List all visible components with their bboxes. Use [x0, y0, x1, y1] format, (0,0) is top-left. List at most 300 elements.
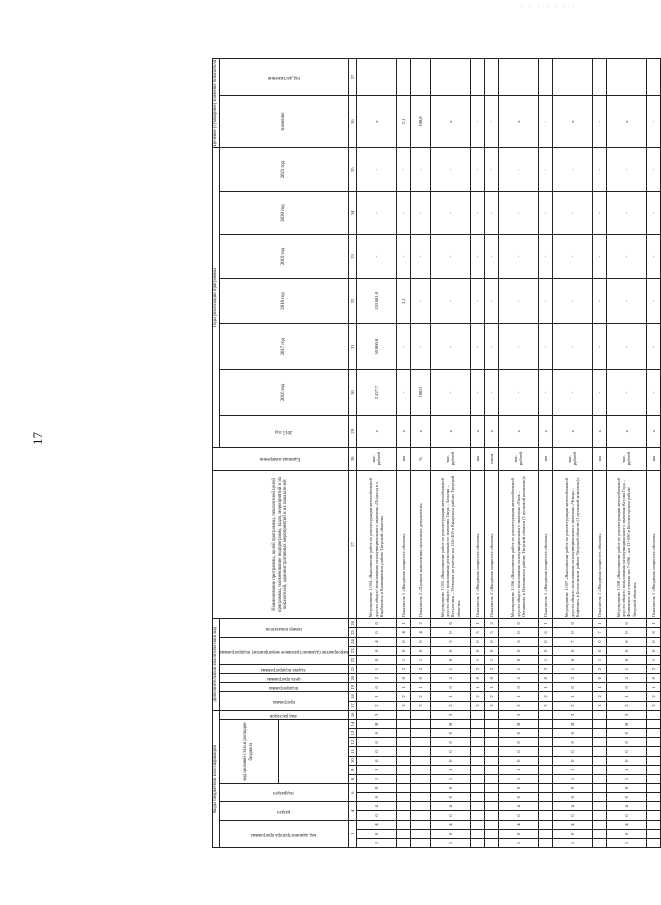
- code-cell: 0: [470, 637, 484, 646]
- code-cell: [410, 756, 430, 765]
- code-cell: [396, 829, 410, 838]
- code-cell: 0: [430, 756, 470, 765]
- row-2015-cell: х: [592, 415, 606, 447]
- row-2021-cell: -: [592, 148, 606, 191]
- col-num: 33: [348, 235, 356, 278]
- code-cell: [484, 747, 498, 756]
- code-cell: 0: [498, 646, 538, 655]
- code-cell: [646, 838, 660, 847]
- row-2018-cell: 2,1: [396, 278, 410, 324]
- code-cell: 0: [606, 738, 646, 747]
- code-cell: 0: [498, 811, 538, 820]
- code-cell: 0: [606, 829, 646, 838]
- row-2017-cell: -: [430, 324, 470, 370]
- col-num: 21: [348, 664, 356, 673]
- header-final: Целевое (суммарное) значение показателя: [213, 60, 218, 147]
- code-cell: 0: [430, 793, 470, 802]
- row-2016-cell: -: [538, 370, 552, 416]
- row-2015-cell: х: [606, 415, 646, 447]
- code-cell: 4: [498, 820, 538, 829]
- header-names: Наименование программы, целей программы, показателей целей программы, наименование подпрограмм, задач, мероприятий и их показателей, административных мероприятий и их показателей: [213, 470, 349, 619]
- code-cell: [484, 765, 498, 774]
- code-cell: 3: [592, 701, 606, 710]
- code-cell: 0: [430, 829, 470, 838]
- row-2021-cell: -: [484, 148, 498, 191]
- code-cell: [646, 802, 660, 811]
- code-cell: 0: [592, 646, 606, 655]
- code-cell: 2: [592, 692, 606, 701]
- col-num: 20: [348, 674, 356, 683]
- code-cell: [410, 838, 430, 847]
- row-2020-cell: -: [592, 191, 606, 234]
- code-cell: [592, 710, 606, 719]
- table-row: [538, 59, 552, 848]
- code-cell: [592, 756, 606, 765]
- code-cell: 0: [430, 683, 470, 692]
- code-cell: 1: [430, 838, 470, 847]
- code-cell: [396, 747, 410, 756]
- header-year-reach: [219, 59, 348, 96]
- program-indicators-table: [212, 58, 661, 848]
- code-cell: [410, 811, 430, 820]
- row-2016-cell: -: [552, 370, 592, 416]
- code-cell: 0: [356, 628, 396, 637]
- code-cell: [484, 793, 498, 802]
- code-cell: [538, 820, 552, 829]
- table-body: [356, 59, 660, 848]
- header-2021: 2021 год: [219, 148, 348, 191]
- code-cell: 0: [552, 747, 592, 756]
- header-program: [219, 692, 348, 710]
- code-cell: 0: [606, 793, 646, 802]
- row-name-cell: Мероприятие 1.005 «Выполнение работ по реконструкции автомобильной дороги общего пользования регионального значения Тверь – Бежецк – Весьегонск – Устюжна на участке км 124+400 в Кимрском районе Тверской области»: [430, 470, 470, 619]
- col-num: 8: [348, 774, 356, 783]
- code-cell: [592, 802, 606, 811]
- code-cell: [484, 738, 498, 747]
- row-value-cell: 2,1: [396, 95, 410, 148]
- col-num: 9: [348, 765, 356, 774]
- row-2016-cell: -: [470, 370, 484, 416]
- row-2015-cell: х: [646, 415, 660, 447]
- col-num: 6: [348, 784, 356, 802]
- code-cell: [470, 765, 484, 774]
- col-num: 37: [348, 59, 356, 96]
- code-cell: 0: [606, 655, 646, 664]
- code-cell: [396, 793, 410, 802]
- code-cell: 1: [430, 774, 470, 783]
- code-cell: 0: [606, 811, 646, 820]
- row-value-cell: -: [470, 95, 484, 148]
- row-2020-cell: -: [606, 191, 646, 234]
- header-indicator-text: номер показателя: [265, 625, 302, 631]
- code-cell: [484, 811, 498, 820]
- table-header: [213, 59, 357, 848]
- code-cell: [410, 765, 430, 774]
- row-2016-cell: -: [484, 370, 498, 416]
- header-unit-text: Единица измерения: [260, 456, 301, 462]
- code-cell: 2: [606, 674, 646, 683]
- code-cell: 2: [592, 664, 606, 673]
- code-cell: 0: [552, 756, 592, 765]
- row-2019-cell: -: [592, 235, 606, 278]
- code-cell: [396, 756, 410, 765]
- code-cell: 1: [498, 664, 538, 673]
- code-cell: [646, 747, 660, 756]
- code-cell: [396, 802, 410, 811]
- row-year-reach-cell: [470, 59, 484, 96]
- code-cell: 1: [606, 692, 646, 701]
- header-2019: 2019 год: [219, 235, 348, 278]
- code-cell: 2: [410, 664, 430, 673]
- code-cell: 0: [498, 829, 538, 838]
- header-expense-kind: [219, 710, 348, 719]
- row-name-cell: Показатель 1 «Вводимая мощность объекта»: [646, 470, 660, 619]
- row-year-reach-cell: [646, 59, 660, 96]
- table-row: [552, 59, 592, 848]
- row-value-cell: -: [646, 95, 660, 148]
- code-cell: 9: [552, 784, 592, 793]
- header-2017: 2017 год: [219, 324, 348, 370]
- code-cell: 0: [430, 655, 470, 664]
- row-2019-cell: -: [484, 235, 498, 278]
- code-cell: 0: [396, 674, 410, 683]
- code-cell: [484, 802, 498, 811]
- header-subsection-text: подраздел: [273, 790, 294, 796]
- code-cell: [396, 738, 410, 747]
- row-value-cell: х: [606, 95, 646, 148]
- code-cell: [646, 793, 660, 802]
- row-2018-cell: -: [484, 278, 498, 324]
- code-cell: 0: [410, 674, 430, 683]
- header-goal: [219, 674, 348, 683]
- code-cell: [470, 793, 484, 802]
- code-cell: 9: [356, 784, 396, 793]
- row-2016-cell: 2 427,7: [356, 370, 396, 416]
- code-cell: 2: [498, 701, 538, 710]
- code-cell: 0: [552, 646, 592, 655]
- code-cell: 2: [606, 701, 646, 710]
- row-name-cell: Мероприятие 1.008 «Выполнение работ по реконструкции автомобильной дороги общего пользования межмуниципального значения Кесова Гора – Фоминское на участке км 7+996 – км 11+090 в Кесовогорском районе Тверской области»: [606, 470, 646, 619]
- code-cell: [470, 720, 484, 729]
- code-cell: 1: [552, 765, 592, 774]
- row-2019-cell: -: [538, 235, 552, 278]
- row-2017-cell: -: [410, 324, 430, 370]
- code-cell: [410, 738, 430, 747]
- code-cell: [538, 774, 552, 783]
- row-unit-cell: %: [410, 447, 430, 470]
- code-cell: 4: [356, 637, 396, 646]
- code-cell: 0: [646, 674, 660, 683]
- col-num: 17: [348, 701, 356, 710]
- header-indicator: [219, 619, 348, 637]
- code-cell: 1: [646, 655, 660, 664]
- row-2020-cell: -: [430, 191, 470, 234]
- code-cell: Н: [430, 720, 470, 729]
- col-num: 32: [348, 278, 356, 324]
- table-row: [498, 59, 538, 848]
- code-cell: 2: [430, 701, 470, 710]
- code-cell: [592, 820, 606, 829]
- row-unit-cell: тыс. рублей: [606, 447, 646, 470]
- code-cell: 3: [606, 710, 646, 719]
- row-2021-cell: -: [606, 148, 646, 191]
- code-cell: 9: [606, 784, 646, 793]
- row-2021-cell: -: [498, 148, 538, 191]
- code-cell: [484, 710, 498, 719]
- col-num: 1: [348, 820, 356, 847]
- code-cell: 8: [646, 628, 660, 637]
- code-cell: [646, 784, 660, 793]
- code-cell: 1: [484, 683, 498, 692]
- row-2017-cell: -: [470, 324, 484, 370]
- row-2021-cell: -: [470, 148, 484, 191]
- code-cell: 1: [410, 683, 430, 692]
- code-cell: 3: [484, 701, 498, 710]
- code-cell: [592, 738, 606, 747]
- header-subprogram: [219, 683, 348, 692]
- code-cell: 0: [552, 619, 592, 628]
- code-cell: 4: [430, 820, 470, 829]
- code-cell: 0: [606, 683, 646, 692]
- row-2015-cell: х: [470, 415, 484, 447]
- row-2020-cell: -: [484, 191, 498, 234]
- row-2016-cell: 100,0: [410, 370, 430, 416]
- code-cell: [396, 729, 410, 738]
- code-cell: 4: [356, 802, 396, 811]
- row-unit-cell: км: [470, 447, 484, 470]
- header-years: Годы реализации программы: [213, 148, 220, 447]
- table-row: [356, 59, 396, 848]
- code-cell: [538, 784, 552, 793]
- header-2015-text: 2015 год: [274, 429, 293, 435]
- header-target-article: код целевой статьи расходов бюджета: [219, 720, 278, 784]
- header-section-text: раздел: [277, 808, 291, 814]
- code-cell: [646, 829, 660, 838]
- code-cell: 1: [552, 774, 592, 783]
- code-cell: 5: [484, 628, 498, 637]
- row-name-cell: Показатель 2 «Вводимая мощность объекта»: [484, 470, 498, 619]
- code-cell: 0: [552, 738, 592, 747]
- row-2021-cell: -: [646, 148, 660, 191]
- code-cell: [410, 720, 430, 729]
- row-2017-cell: -: [484, 324, 498, 370]
- row-unit-cell: км: [396, 447, 410, 470]
- code-cell: 5: [430, 637, 470, 646]
- code-cell: 2: [484, 664, 498, 673]
- code-cell: 3: [430, 710, 470, 719]
- row-2017-cell: -: [498, 324, 538, 370]
- header-unit: [213, 447, 349, 470]
- code-cell: Н: [498, 720, 538, 729]
- code-cell: [646, 765, 660, 774]
- code-cell: 2: [552, 674, 592, 683]
- code-cell: [592, 747, 606, 756]
- code-cell: [538, 802, 552, 811]
- code-cell: 0: [356, 683, 396, 692]
- row-2020-cell: -: [410, 191, 430, 234]
- code-cell: 0: [430, 646, 470, 655]
- code-cell: 1: [430, 765, 470, 774]
- row-2019-cell: -: [430, 235, 470, 278]
- code-cell: [470, 820, 484, 829]
- code-cell: [484, 784, 498, 793]
- row-unit-cell: км: [646, 447, 660, 470]
- col-num: 25: [348, 628, 356, 637]
- code-cell: [538, 793, 552, 802]
- code-cell: 4: [552, 802, 592, 811]
- col-num: 36: [348, 95, 356, 148]
- code-cell: 0: [356, 655, 396, 664]
- code-cell: 0: [410, 637, 430, 646]
- row-2015-cell: х: [484, 415, 498, 447]
- code-cell: [470, 829, 484, 838]
- code-cell: 0: [484, 637, 498, 646]
- code-cell: 1: [592, 655, 606, 664]
- header-task-text: задача подпрограммы: [261, 666, 306, 672]
- code-cell: [410, 710, 430, 719]
- row-value-cell: х: [356, 95, 396, 148]
- header-admin: [219, 820, 348, 847]
- row-2015-cell: х: [396, 415, 410, 447]
- code-cell: 2: [410, 692, 430, 701]
- row-year-reach-cell: [356, 59, 396, 96]
- code-cell: [592, 829, 606, 838]
- code-cell: [484, 720, 498, 729]
- code-cell: 0: [606, 756, 646, 765]
- code-cell: [484, 838, 498, 847]
- code-cell: [470, 710, 484, 719]
- row-year-reach-cell: [552, 59, 592, 96]
- code-cell: [538, 811, 552, 820]
- header-year-reach-text: год достижения: [267, 74, 300, 80]
- table-row: [396, 59, 410, 848]
- code-cell: 4: [498, 802, 538, 811]
- row-2019-cell: -: [552, 235, 592, 278]
- row-2016-cell: -: [498, 370, 538, 416]
- code-cell: [484, 829, 498, 838]
- code-cell: 4: [356, 820, 396, 829]
- code-cell: [484, 820, 498, 829]
- row-2018-cell: 120 881,0: [356, 278, 396, 324]
- code-cell: 2: [396, 692, 410, 701]
- code-cell: 0: [606, 628, 646, 637]
- table-row: [646, 59, 660, 848]
- code-cell: [410, 784, 430, 793]
- table-row: [592, 59, 606, 848]
- row-unit-cell: тыс. рублей: [498, 447, 538, 470]
- code-cell: 0: [356, 738, 396, 747]
- page-number: 17: [30, 432, 45, 445]
- code-cell: 2: [538, 664, 552, 673]
- header-2018: 2018 год: [219, 278, 348, 324]
- header-subprogram-text: подпрограмма: [269, 685, 299, 691]
- code-cell: 0: [606, 729, 646, 738]
- row-2018-cell: -: [552, 278, 592, 324]
- code-cell: [592, 793, 606, 802]
- rotated-table-container: [212, 58, 656, 848]
- code-cell: [646, 811, 660, 820]
- code-cell: 1: [538, 655, 552, 664]
- code-cell: 0: [410, 646, 430, 655]
- code-cell: 0: [498, 793, 538, 802]
- col-num: 35: [348, 148, 356, 191]
- header-task: [219, 664, 348, 673]
- code-cell: 0: [606, 747, 646, 756]
- header-expense-kind-text: вид расходов: [270, 712, 297, 718]
- code-cell: [646, 820, 660, 829]
- row-name-cell: Показатель 1 «Вводимая мощность объекта»: [592, 470, 606, 619]
- col-num: 22: [348, 655, 356, 664]
- code-cell: [470, 784, 484, 793]
- code-cell: 0: [606, 646, 646, 655]
- code-cell: 0: [498, 655, 538, 664]
- code-cell: 0: [646, 646, 660, 655]
- code-cell: 1: [552, 692, 592, 701]
- code-cell: [396, 820, 410, 829]
- col-num: 13: [348, 729, 356, 738]
- col-num: 29: [348, 415, 356, 447]
- code-cell: 1: [410, 655, 430, 664]
- code-cell: 0: [396, 646, 410, 655]
- code-cell: 0: [552, 628, 592, 637]
- code-cell: [592, 838, 606, 847]
- code-cell: [470, 756, 484, 765]
- row-name-cell: Мероприятие 1.004 «Выполнение работ по реконструкции автомобильной дороги общего пользования межмуниципального значения «Подъезд к с. Кирбатово» в Калининском районе Тверской области»: [356, 470, 396, 619]
- code-cell: 1: [498, 692, 538, 701]
- row-2018-cell: -: [606, 278, 646, 324]
- row-2017-cell: -: [538, 324, 552, 370]
- code-cell: [646, 774, 660, 783]
- col-num: 31: [348, 324, 356, 370]
- code-cell: 4: [606, 820, 646, 829]
- code-cell: 1: [356, 838, 396, 847]
- code-cell: 3: [498, 710, 538, 719]
- code-cell: 0: [498, 683, 538, 692]
- code-cell: 0: [552, 829, 592, 838]
- row-2018-cell: -: [410, 278, 430, 324]
- row-value-cell: -: [484, 95, 498, 148]
- code-cell: 2: [356, 674, 396, 683]
- header-budget-class: Коды бюджетной классификации: [213, 710, 220, 847]
- row-2016-cell: -: [396, 370, 410, 416]
- row-unit-cell: км: [538, 447, 552, 470]
- row-year-reach-cell: [484, 59, 498, 96]
- code-cell: 0: [538, 646, 552, 655]
- code-cell: 0: [498, 747, 538, 756]
- row-year-reach-cell: [592, 59, 606, 96]
- code-cell: 0: [430, 619, 470, 628]
- code-cell: 1: [498, 774, 538, 783]
- row-2018-cell: -: [470, 278, 484, 324]
- code-cell: [646, 710, 660, 719]
- row-2017-cell: -: [552, 324, 592, 370]
- row-unit-cell: км: [592, 447, 606, 470]
- row-unit-cell: тыс. рублей: [430, 447, 470, 470]
- col-num: 34: [348, 191, 356, 234]
- row-2015-cell: х: [552, 415, 592, 447]
- code-cell: [396, 784, 410, 793]
- code-cell: [538, 729, 552, 738]
- code-cell: 3: [356, 710, 396, 719]
- row-2020-cell: -: [396, 191, 410, 234]
- code-cell: [396, 765, 410, 774]
- code-cell: 1: [430, 692, 470, 701]
- code-cell: 1: [396, 655, 410, 664]
- row-2020-cell: -: [552, 191, 592, 234]
- table-row: [470, 59, 484, 848]
- row-name-cell: Показатель 2 «Процент выполнения проектных документов»: [410, 470, 430, 619]
- code-cell: 5: [470, 628, 484, 637]
